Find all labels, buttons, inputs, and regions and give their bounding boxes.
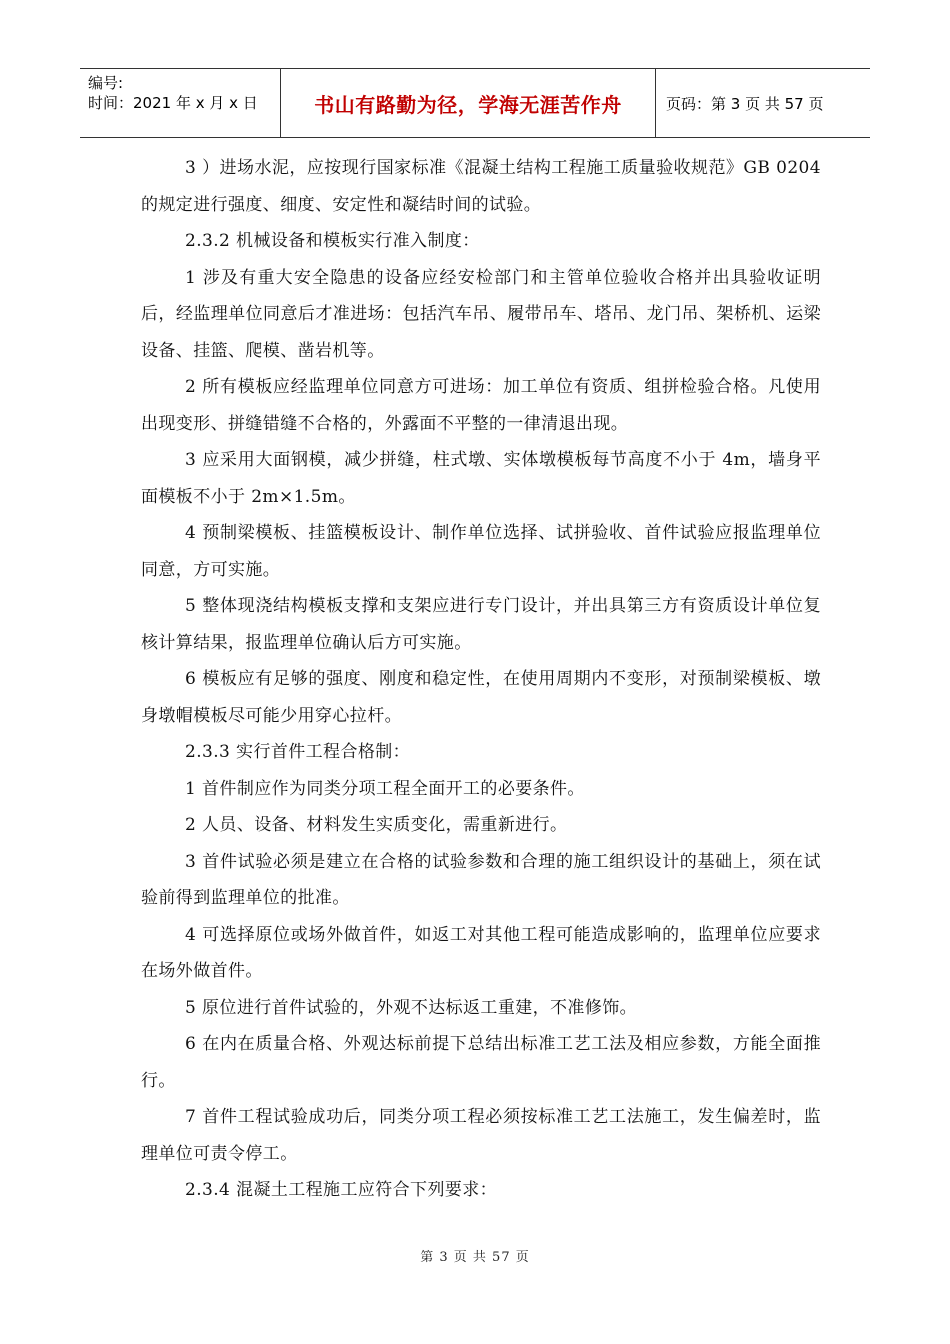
paragraph: 6 模板应有足够的强度、刚度和稳定性，在使用周期内不变形，对预制梁模板、墩身墩帽模板尽可能少用穿心拉杆。 xyxy=(141,669,821,726)
paragraph: 2 所有模板应经监理单位同意方可进场：加工单位有资质、组拼检验合格。凡使用出现变形、拼缝错缝不合格的，外露面不平整的一律清退出现。 xyxy=(141,377,821,434)
document-body xyxy=(141,150,821,1209)
paragraph: 4 可选择原位或场外做首件，如返工对其他工程可能造成影响的，监理单位应要求在场外做首件。 xyxy=(141,924,821,981)
header-meta xyxy=(80,69,281,137)
header-page-info: 页码：第 3 页 共 57 页 xyxy=(666,94,824,113)
page-footer: 第 3 页 共 57 页 xyxy=(420,1250,530,1265)
paragraph: 4 预制梁模板、挂篮模板设计、制作单位选择、试拼验收、首件试验应报监理单位同意，方可实施。 xyxy=(141,523,821,580)
paragraph: 5 整体现浇结构模板支撑和支架应进行专门设计，并出具第三方有资质设计单位复核计算结果，报监理单位确认后方可实施。 xyxy=(141,596,821,653)
document-number-label: 编号: xyxy=(88,74,124,92)
paragraph: 3 首件试验必须是建立在合格的试验参数和合理的施工组织设计的基础上，须在试验前得到监理单位的批准。 xyxy=(141,851,821,908)
paragraph: 1 涉及有重大安全隐患的设备应经安检部门和主管单位验收合格并出具验收证明后，经监理单位同意后才准进场：包括汽车吊、履带吊车、塔吊、龙门吊、架桥机、运梁设备、挂篮、爬模、凿岩机等。 xyxy=(141,267,821,361)
section-heading: 2.3.4 混凝土工程施工应符合下列要求： xyxy=(185,1180,498,1200)
paragraph: 6 在内在质量合格、外观达标前提下总结出标准工艺工法及相应参数，方能全面推行。 xyxy=(141,1034,821,1091)
section-heading: 2.3.3 实行首件工程合格制： xyxy=(185,742,411,762)
header-motto: 书山有路勤为径，学海无涯苦作舟 xyxy=(281,69,656,137)
document-date: 时间：2021 年 x 月 x 日 xyxy=(88,94,258,112)
paragraph: 2 人员、设备、材料发生实质变化，需重新进行。 xyxy=(185,815,568,835)
paragraph: 7 首件工程试验成功后，同类分项工程必须按标准工艺工法施工，发生偏差时，监理单位可责令停工。 xyxy=(141,1107,821,1164)
paragraph: 3 应采用大面钢模，减少拼缝，柱式墩、实体墩模板每节高度不小于 4m，墙身平面模板不小于 2m×1.5m。 xyxy=(141,450,821,507)
section-heading: 2.3.2 机械设备和模板实行准入制度： xyxy=(185,231,480,251)
paragraph: 5 原位进行首件试验的，外观不达标返工重建，不准修饰。 xyxy=(185,997,638,1018)
page-header xyxy=(80,68,870,138)
paragraph: 1 首件制应作为同类分项工程全面开工的必要条件。 xyxy=(185,778,585,799)
paragraph: 3 ）进场水泥，应按现行国家标准《混凝土结构工程施工质量验收规范》GB 0204 的规定进行强度、细度、安定性和凝结时间的试验。 xyxy=(141,158,821,215)
